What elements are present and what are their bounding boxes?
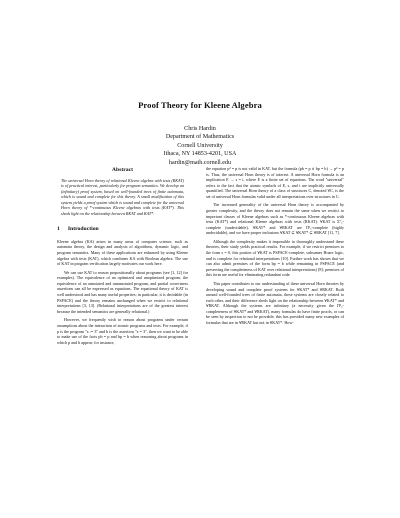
author-university: Cornell University <box>177 142 223 149</box>
body-paragraph: The increased generality of the universal Horn theory is accompanied by greater complexity, and the theory does not remain the same when we restrict to important classes of Kleene algebras such as *-continuous Kleene algebras with tests (KAT*) and relational Kleene algebras with tests (RKAT). ∀KAT is Σ⁰₁-complete (undecidable), ∀KAT* and ∀RKAT are Π¹₁-complete (highly undecidable), and we have proper inclusions ∀KAT ⊊ ∀KAT* ⊊ ∀RKAT [11, 7]. <box>206 202 344 236</box>
abstract-text: The universal Horn theory of relational Kleene algebra with tests (RKAT) is of practical interest, particularly for program semantics. We develop an (infinitary) proof system, based on well-founded trees of finite automata, which is sound and complete for this theory. A small modification of this system yields a proof system which is sound and complete for the universal Horn theory of *-continuous Kleene algebras with tests (KAT*). This sheds light on the relationship between RKAT and KAT*. <box>61 177 184 216</box>
body-paragraph: Although the complexity makes it impossible to thoroughly understand these theories, their study yields practical results. For example, if we restrict premises to the form s = 0, this portion of ∀KAT is PSPACE-complete, subsumes Hoare logic, and is complete for relational interpretations [10]. Further work has shown that we can also admit premises of the form bp = b while remaining in PSPACE (and preserving the completeness of KAT over relational interpretations) [8]; premises of this form are useful for eliminating redundant code. <box>206 238 344 278</box>
right-column <box>206 166 344 329</box>
author-address: Ithaca, NY 14853-4201, USA <box>163 151 237 158</box>
section-number: 1 <box>57 226 60 233</box>
paper-title: Proof Theory for Kleene Algebra <box>138 100 262 110</box>
body-paragraph: However, we frequently wish to reason about programs under certain assumptions about the interaction of atomic programs and tests. For example, if p is the program "x := 3" and b is the assertion "x = 3", then we want to be able to make use of the facts pb = p and bp = b when reasoning about programs in which p and b appear; for instance, <box>57 317 188 345</box>
section-heading <box>57 227 188 233</box>
abstract-heading: Abstract <box>111 167 134 173</box>
author-email: hardin@math.cornell.edu <box>168 159 232 166</box>
author-department: Department of Mathematics <box>165 134 235 141</box>
section-title: Introduction <box>67 226 99 233</box>
body-paragraph: We can use KAT to reason propositionally about programs (see [1, 12] for examples). The equivalence of an optimized and unoptimized program, the equivalence of an annotated and unannotated program, and partial correctness assertions can all be expressed as equations. The equational theory of KAT is well understood and has many useful properties; in particular, it is decidable (in PSPACE) and the theory remains unchanged when we restrict to relational interpretations [3, 13]. (Relational interpretations are of the greatest interest because the intended semantics are generally relational.) <box>57 269 188 314</box>
body-paragraph: This paper contributes to our understanding of these universal Horn theories by developing sound and complete proof systems for ∀KAT* and ∀RKAT. Built around well-founded trees of finite automata, these systems are closely related to each other, and their difference sheds light on the relationship between ∀KAT* and ∀RKAT. Although the systems are infinitary (a necessity given the Π¹₁-completeness of ∀KAT* and ∀RKAT), many formulas do have finite proofs, or can be seen by inspection to not be provable; this has provided many new examples of formulas that are in ∀RKAT but not in ∀KAT*. How- <box>206 280 344 325</box>
author-block <box>0 125 400 167</box>
left-column <box>57 168 188 348</box>
body-paragraph: the equation p² = p is not valid in KAT, but the formula (pb = p ∧ bp = b) → p² = p is. Thus, the universal Horn theory is of interest. A universal Horn formula is an implication E → s = t, where E is a finite set of equations. The word "universal" refers to the fact that the atomic symbols of E, s, and t are implicitly universally quantified. The universal Horn theory of a class of structures C, denoted ∀C, is the set of universal Horn formulas valid under all interpretations over structures in C. <box>206 166 344 199</box>
author-name: Chris Hardin <box>184 126 216 132</box>
body-paragraph: Kleene algebra (KA) arises in many areas of computer science, such as automata theory, the design and analysis of algorithms, dynamic logic, and program semantics. Many of these applications are enhanced by using Kleene algebra with tests (KAT), which combines KA with Boolean algebra. The use of KAT in program verification largely motivates our work here. <box>57 238 188 267</box>
